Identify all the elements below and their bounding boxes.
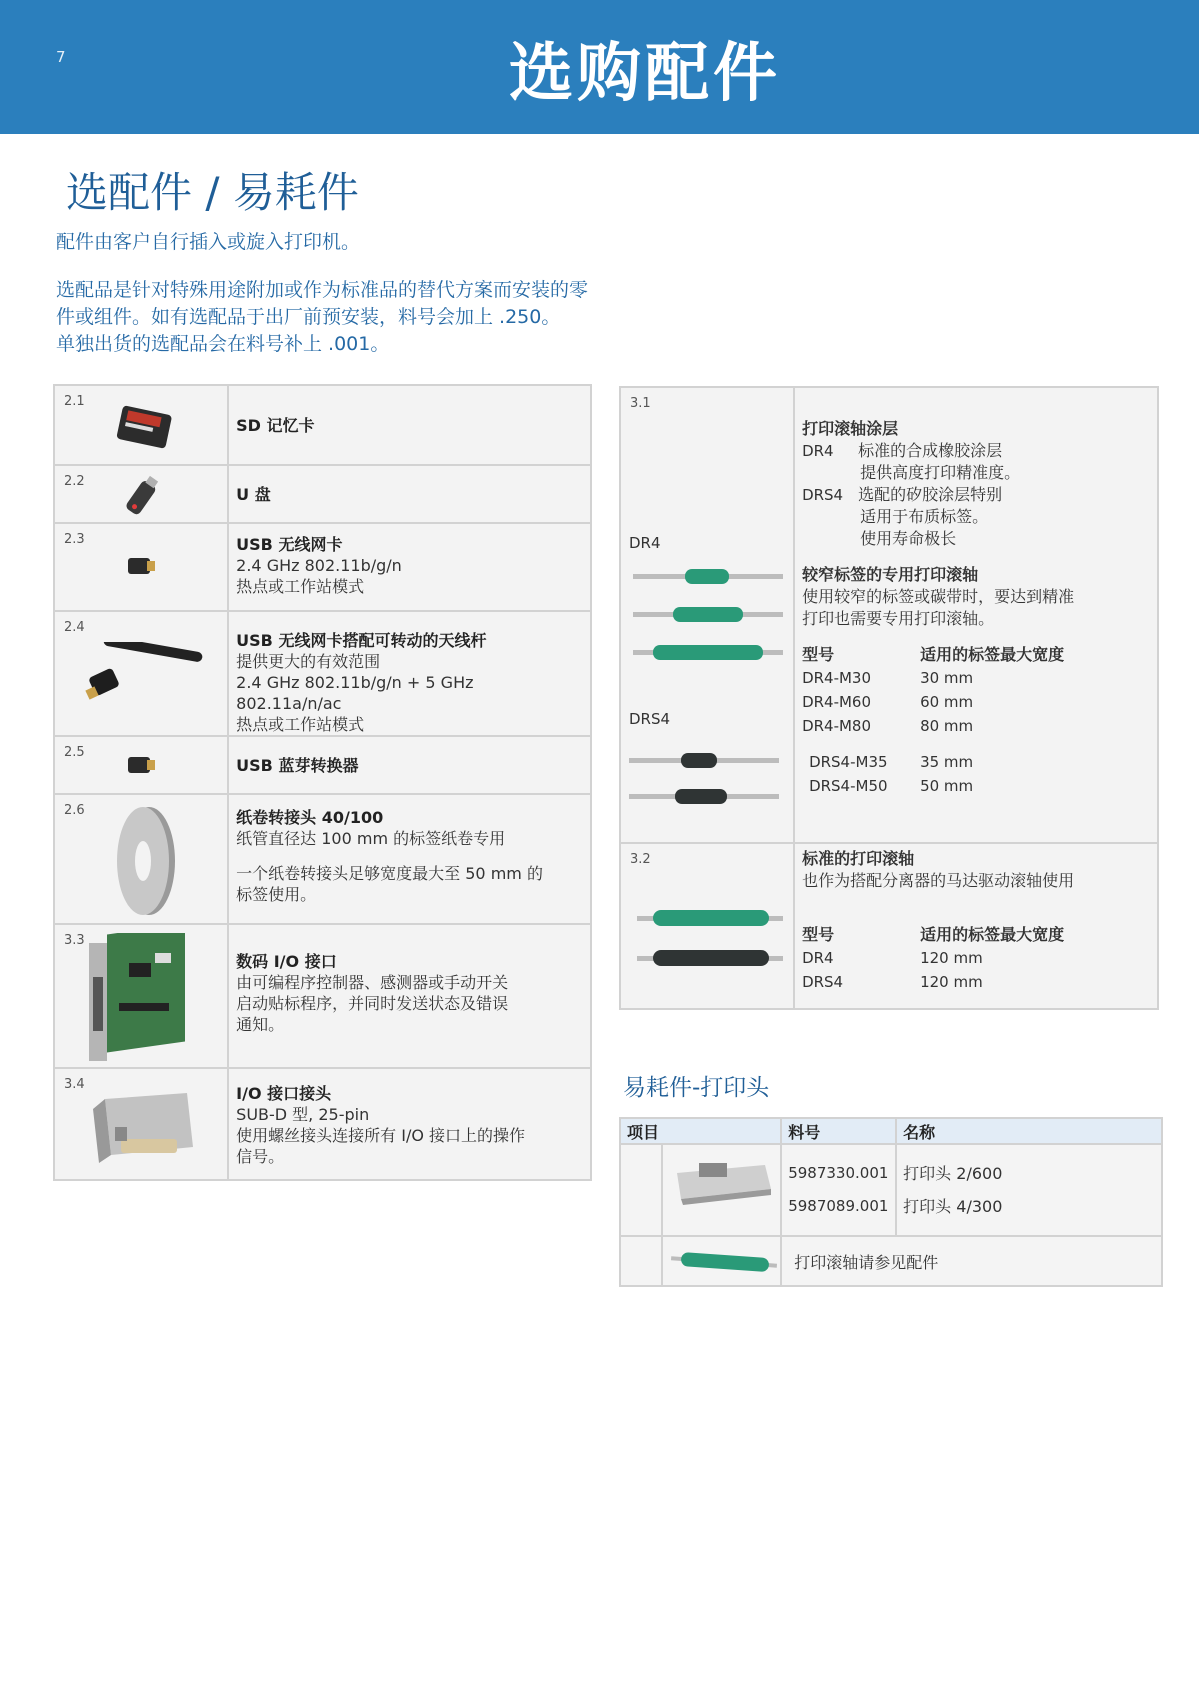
narrow-roller-line: 打印也需要专用打印滚轴。 (802, 609, 995, 628)
image-cell (54, 736, 228, 794)
column-header-name: 名称 (896, 1118, 1162, 1144)
item-line: 提供更大的有效范围 (236, 652, 381, 671)
roller-group-label: DRS4 (629, 710, 671, 728)
column-header-part: 料号 (781, 1118, 896, 1144)
item-line: 使用螺丝接头连接所有 I/O 接口上的操作 (236, 1126, 526, 1145)
description-cell (228, 611, 591, 736)
image-cell (620, 387, 794, 843)
table-row (54, 523, 591, 611)
model-cell: DRS4-M35 (809, 753, 888, 771)
coating-title: 打印滚轴涂层 (802, 419, 899, 438)
consumables-title: 易耗件-打印头 (623, 1075, 770, 1101)
image-cell (620, 843, 794, 1009)
print-roller-icon (669, 1251, 779, 1273)
accessories-table-right (619, 386, 1159, 1010)
accessories-table-left (53, 384, 592, 1181)
description-cell (228, 736, 591, 794)
model-cell: DRS4 (802, 973, 844, 991)
description-cell (228, 465, 591, 523)
part-name: 打印头 2/600 (903, 1164, 1003, 1183)
image-cell (54, 385, 228, 465)
table-row (620, 843, 1158, 1009)
image-cell (662, 1144, 781, 1236)
item-number: 2.5 (64, 745, 85, 760)
column-header-width: 适用的标签最大宽度 (920, 645, 1065, 664)
model-cell: DRS4-M50 (809, 777, 888, 795)
usb-wifi-dongle-icon (125, 552, 159, 582)
table-row (54, 1068, 591, 1180)
roller-group-label: DR4 (629, 534, 661, 552)
item-line: 信号。 (236, 1147, 285, 1166)
header-bar (0, 0, 1199, 134)
io-board-icon (89, 933, 189, 1063)
image-cell (54, 465, 228, 523)
item-number: 2.4 (64, 620, 85, 635)
drs4-rollers-icon (625, 748, 785, 828)
intro-line: 单独出货的选配品会在料号补上 .001。 (56, 333, 390, 355)
item-number: 3.2 (630, 852, 651, 867)
narrow-roller-line: 使用较窄的标签或碳带时，要达到精准 (802, 587, 1075, 606)
model-cell: DR4 (802, 949, 834, 967)
part-number: 5987330.001 (788, 1164, 889, 1182)
item-line: 热点或工作站模式 (236, 577, 365, 596)
table-row (620, 1236, 1162, 1286)
table-row (54, 794, 591, 924)
item-number: 2.1 (64, 394, 85, 409)
roller-note: 打印滚轴请参见配件 (781, 1236, 1162, 1286)
table-row (54, 385, 591, 465)
item-title: 标准的打印滚轴 (802, 849, 915, 868)
item-line: 通知。 (236, 1015, 285, 1034)
standard-rollers-icon (635, 904, 785, 974)
model-cell: DR4-M60 (802, 693, 872, 711)
item-line: 一个纸卷转接头足够宽度最大至 50 mm 的 (236, 864, 543, 883)
image-cell (54, 794, 228, 924)
item-title: USB 无线网卡搭配可转动的天线杆 (236, 631, 487, 650)
coating-line: 提供高度打印精准度。 (860, 463, 1021, 482)
consumables-table (619, 1117, 1163, 1287)
item-title: 纸卷转接头 40/100 (236, 808, 384, 827)
image-cell (54, 523, 228, 611)
item-line: 2.4 GHz 802.11b/g/n (236, 556, 402, 575)
item-line: 启动贴标程序，并同时发送状态及错误 (236, 994, 509, 1013)
item-title: USB 蓝芽转换器 (236, 755, 359, 775)
description-cell (228, 1068, 591, 1180)
roller-code: DR4 (802, 442, 834, 460)
model-cell: DR4-M80 (802, 717, 872, 735)
table-header-row (620, 1118, 1162, 1144)
item-number: 3.4 (64, 1077, 85, 1092)
bluetooth-dongle-icon (125, 751, 159, 781)
io-connector-icon (91, 1087, 197, 1169)
description-cell (228, 924, 591, 1068)
item-line: 由可编程序控制器、感测器或手动开关 (236, 973, 509, 992)
coating-line: 选配的矽胶涂层特别 (858, 485, 1003, 504)
width-cell: 60 mm (920, 693, 974, 711)
table-row (54, 736, 591, 794)
part-name: 打印头 4/300 (903, 1197, 1003, 1216)
item-number: 2.2 (64, 474, 85, 489)
page-title: 选购配件 (509, 37, 781, 111)
item-number: 2.6 (64, 803, 85, 818)
coating-line: 使用寿命极长 (860, 529, 957, 548)
table-row (620, 1144, 1162, 1236)
intro-paragraph-1: 配件由客户自行插入或旋入打印机。 (56, 231, 361, 253)
dr4-rollers-icon (627, 564, 787, 674)
item-line: SUB-D 型, 25-pin (236, 1105, 370, 1124)
description-cell (794, 843, 1158, 1009)
item-title: 数码 I/O 接口 (236, 952, 337, 971)
item-line: 也作为搭配分离器的马达驱动滚轴使用 (802, 871, 1075, 890)
column-header-width: 适用的标签最大宽度 (920, 925, 1065, 944)
image-cell (54, 611, 228, 736)
item-title: I/O 接口接头 (236, 1084, 332, 1103)
column-header-item: 项目 (620, 1118, 781, 1144)
item-line: 标签使用。 (236, 885, 317, 904)
image-cell (54, 924, 228, 1068)
width-cell: 50 mm (920, 777, 974, 795)
width-cell: 30 mm (920, 669, 974, 687)
width-cell: 120 mm (920, 973, 983, 991)
narrow-roller-title: 较窄标签的专用打印滚轴 (802, 565, 979, 584)
table-row (54, 924, 591, 1068)
width-cell: 35 mm (920, 753, 974, 771)
description-cell (794, 387, 1158, 843)
table-row (620, 387, 1158, 843)
description-cell (228, 523, 591, 611)
roll-adapter-icon (111, 801, 181, 921)
sd-card-icon (113, 404, 175, 452)
page-number: 7 (56, 48, 66, 66)
column-header-model: 型号 (802, 645, 835, 664)
table-row (54, 465, 591, 523)
item-line: 热点或工作站模式 (236, 715, 365, 734)
width-cell: 120 mm (920, 949, 983, 967)
description-cell (228, 794, 591, 924)
item-title: SD 记忆卡 (236, 415, 315, 435)
intro-paragraph-2 (56, 277, 588, 358)
item-line: 2.4 GHz 802.11b/g/n + 5 GHz 802.11a/n/ac (236, 673, 474, 713)
intro-line: 件或组件。如有选配品于出厂前预安装，料号会加上 .250。 (56, 306, 561, 328)
part-number: 5987089.001 (788, 1197, 889, 1215)
table-row (54, 611, 591, 736)
usb-stick-icon (117, 474, 167, 518)
width-cell: 80 mm (920, 717, 974, 735)
coating-line: 适用于布质标签。 (860, 507, 989, 526)
item-line: 纸管直径达 100 mm 的标签纸卷专用 (236, 829, 506, 848)
item-number: 2.3 (64, 532, 85, 547)
image-cell (662, 1236, 781, 1286)
item-number: 3.3 (64, 933, 85, 948)
item-title: U 盘 (236, 484, 271, 504)
usb-antenna-icon (85, 642, 205, 712)
item-number: 3.1 (630, 396, 651, 411)
roller-code: DRS4 (802, 486, 844, 504)
description-cell (228, 385, 591, 465)
item-title: USB 无线网卡 (236, 535, 343, 554)
model-cell: DR4-M30 (802, 669, 872, 687)
intro-line: 选配品是针对特殊用途附加或作为标准品的替代方案而安装的零 (56, 279, 589, 301)
section-title: 选配件 / 易耗件 (66, 168, 359, 217)
image-cell (54, 1068, 228, 1180)
column-header-model: 型号 (802, 925, 835, 944)
printhead-icon (671, 1159, 775, 1211)
coating-line: 标准的合成橡胶涂层 (858, 441, 1003, 460)
